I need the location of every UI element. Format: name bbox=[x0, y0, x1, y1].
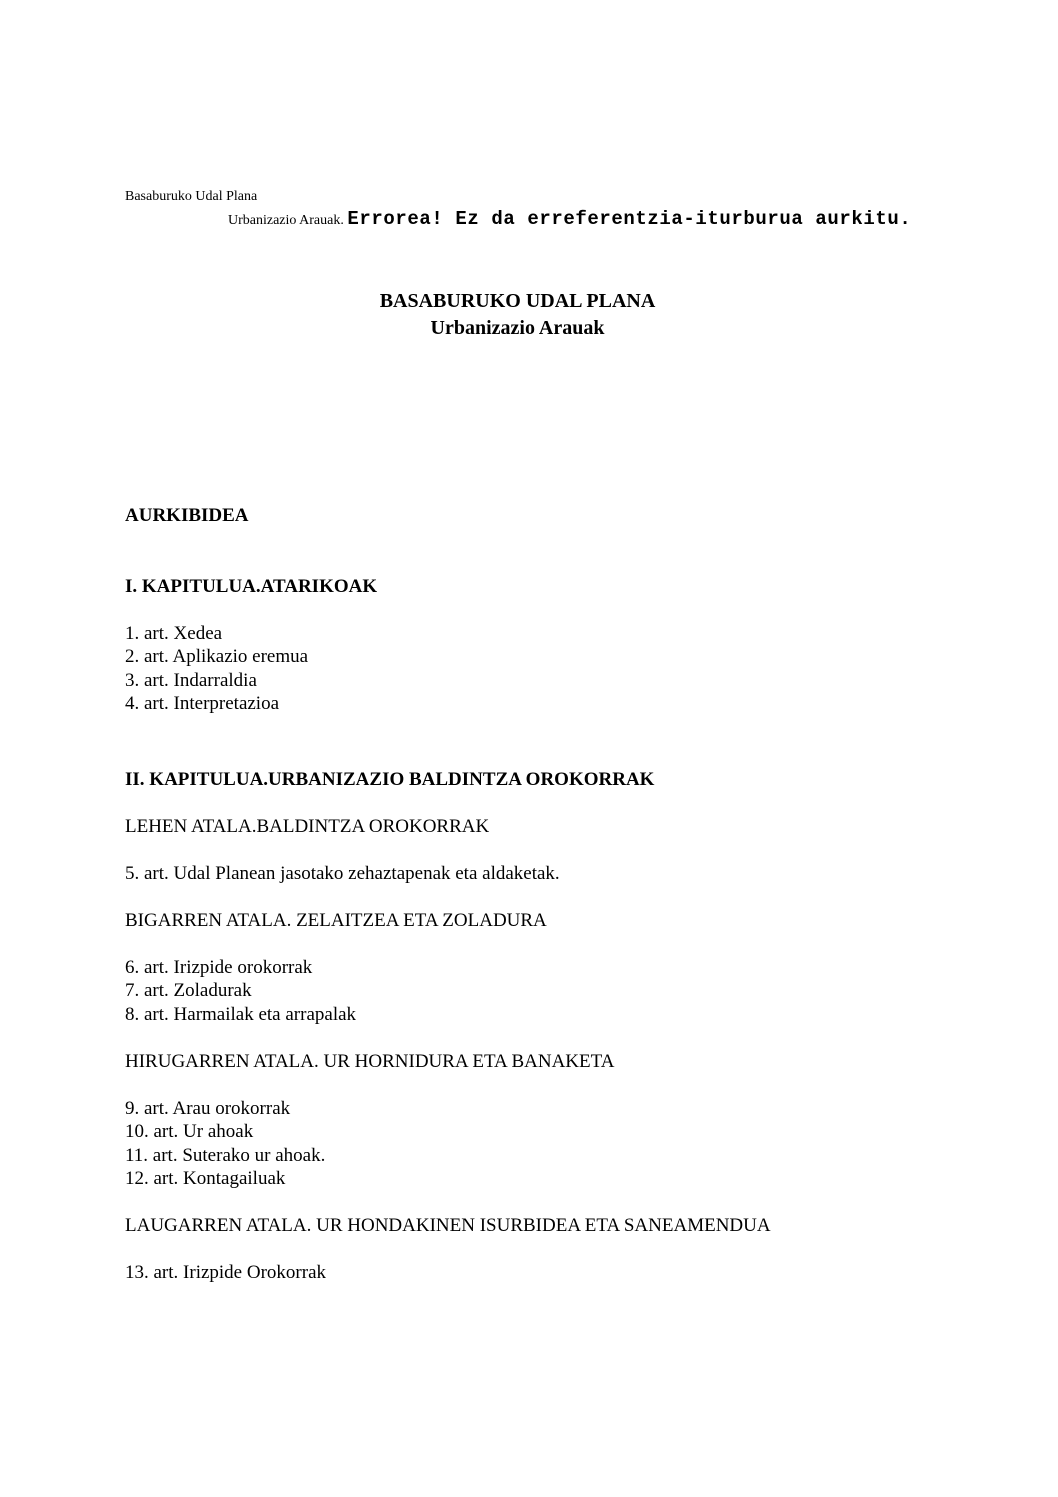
chapter-2-section-1-heading: LEHEN ATALA.BALDINTZA OROKORRAK bbox=[125, 815, 490, 837]
toc-item: 13. art. Irizpide Orokorrak bbox=[125, 1262, 327, 1283]
header-document-title: Basaburuko Udal Plana bbox=[125, 189, 258, 204]
toc-item: 2. art. Aplikazio eremua bbox=[125, 646, 309, 667]
toc-item: 9. art. Arau orokorrak bbox=[125, 1097, 291, 1119]
main-title: BASABURUKO UDAL PLANA bbox=[379, 290, 656, 312]
chapter-1-items bbox=[125, 622, 938, 716]
toc-item: 7. art. Zoladurak bbox=[125, 980, 252, 1001]
header-subtitle-line bbox=[228, 208, 938, 230]
chapter-1-heading: I. KAPITULUA.ATARIKOAK bbox=[125, 575, 378, 597]
chapter-2-section-4-items bbox=[125, 1261, 938, 1285]
chapter-2-section-3-items bbox=[125, 1097, 938, 1191]
chapter-2-section-1-items bbox=[125, 862, 938, 886]
chapter-2-section-3-heading: HIRUGARREN ATALA. UR HORNIDURA ETA BANAKETA bbox=[125, 1050, 615, 1072]
toc-item: 5. art. Udal Planean jasotako zehaztapenak eta aldaketak. bbox=[125, 862, 560, 884]
reference-error-message: Errorea! Ez da erreferentzia-iturburua aurkitu. bbox=[347, 208, 912, 230]
title-block bbox=[125, 288, 938, 342]
chapter-2-heading: II. KAPITULUA.URBANIZAZIO BALDINTZA OROKORRAK bbox=[125, 768, 655, 790]
toc-item: 12. art. Kontagailuak bbox=[125, 1168, 286, 1189]
toc-item: 4. art. Interpretazioa bbox=[125, 693, 280, 714]
toc-item: 1. art. Xedea bbox=[125, 622, 223, 644]
toc-item: 11. art. Suterako ur ahoak. bbox=[125, 1144, 326, 1166]
toc-item: 6. art. Irizpide orokorrak bbox=[125, 956, 313, 978]
chapter-2-section-2-items bbox=[125, 956, 938, 1027]
chapter-2-section-2-heading: BIGARREN ATALA. ZELAITZEA ETA ZOLADURA bbox=[125, 909, 547, 931]
page-header bbox=[125, 188, 938, 230]
toc-heading: AURKIBIDEA bbox=[125, 505, 249, 526]
header-subtitle-text: Urbanizazio Arauak. bbox=[228, 213, 348, 228]
toc-item: 10. art. Ur ahoak bbox=[125, 1121, 254, 1142]
toc-item: 3. art. Indarraldia bbox=[125, 669, 257, 691]
toc-item: 8. art. Harmailak eta arrapalak bbox=[125, 1003, 357, 1025]
subtitle: Urbanizazio Arauak bbox=[430, 317, 605, 339]
chapter-2-section-4-heading: LAUGARREN ATALA. UR HONDAKINEN ISURBIDEA ETA SANEAMENDUA bbox=[125, 1215, 771, 1236]
